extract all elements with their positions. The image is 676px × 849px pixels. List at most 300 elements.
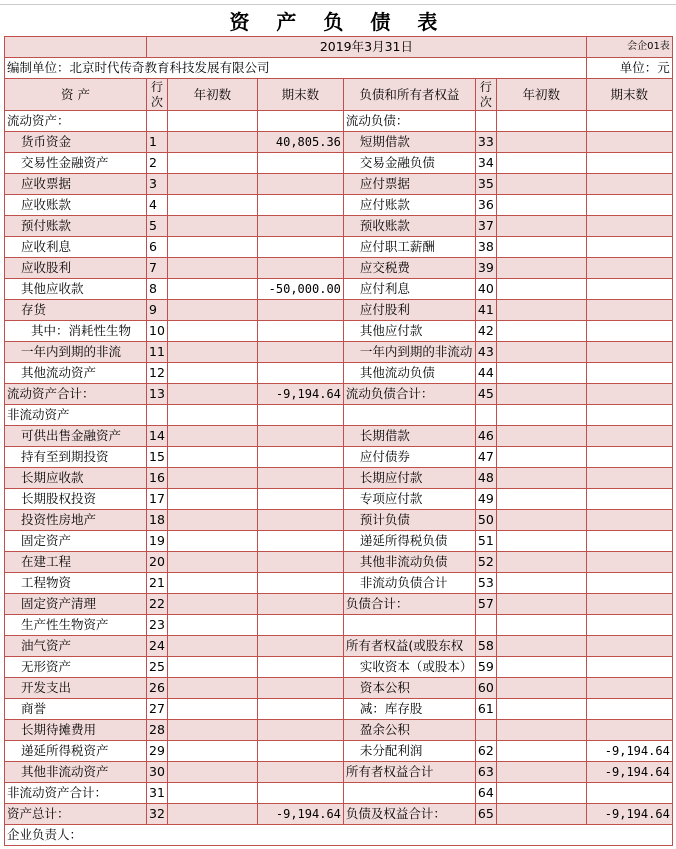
asset-end-cell[interactable] (257, 405, 343, 426)
asset-end-cell[interactable] (257, 762, 343, 783)
header-end[interactable]: 期末数 (257, 79, 343, 111)
liability-end-cell[interactable] (586, 384, 672, 405)
asset-end-cell[interactable] (257, 237, 343, 258)
liability-begin-cell[interactable] (496, 321, 586, 342)
table-row (5, 699, 673, 720)
liability-row-no-cell[interactable]: 65 (475, 804, 496, 825)
asset-begin-cell[interactable] (167, 111, 257, 132)
liability-row-no-cell[interactable]: 60 (475, 678, 496, 699)
asset-name-cell[interactable]: 其他应收款 (5, 279, 147, 300)
asset-end-cell[interactable]: -9,194.64 (257, 804, 343, 825)
asset-name-cell[interactable]: 其中：消耗性生物 (5, 321, 147, 342)
liability-name-cell[interactable]: 专项应付款 (343, 489, 475, 510)
liability-name-cell[interactable]: 未分配利润 (343, 741, 475, 762)
liability-begin-cell[interactable] (496, 279, 586, 300)
asset-end-cell[interactable] (257, 111, 343, 132)
asset-end-cell[interactable] (257, 741, 343, 762)
asset-name-cell[interactable]: 其他流动资产 (5, 363, 147, 384)
liability-end-cell[interactable] (586, 615, 672, 636)
asset-end-cell[interactable] (257, 153, 343, 174)
asset-name-cell[interactable]: 生产性生物资产 (5, 615, 147, 636)
asset-name-cell[interactable]: 长期待摊费用 (5, 720, 147, 741)
asset-begin-cell[interactable] (167, 153, 257, 174)
liability-begin-cell[interactable] (496, 573, 586, 594)
asset-end-cell[interactable] (257, 321, 343, 342)
header-row-no[interactable]: 行次 (147, 79, 168, 111)
liability-name-cell[interactable]: 减：库存股 (343, 699, 475, 720)
table-row (5, 489, 673, 510)
liability-end-cell[interactable] (586, 237, 672, 258)
header-asset[interactable]: 资 产 (5, 79, 147, 111)
liability-begin-cell[interactable] (496, 741, 586, 762)
asset-end-cell[interactable]: -9,194.64 (257, 384, 343, 405)
asset-name-cell[interactable]: 投资性房地产 (5, 510, 147, 531)
asset-begin-cell[interactable] (167, 405, 257, 426)
asset-end-cell[interactable] (257, 678, 343, 699)
liability-row-no-cell[interactable]: 63 (475, 762, 496, 783)
liability-begin-cell[interactable] (496, 174, 586, 195)
asset-begin-cell[interactable] (167, 342, 257, 363)
asset-row-no-cell[interactable]: 12 (147, 363, 168, 384)
asset-end-cell[interactable]: -50,000.00 (257, 279, 343, 300)
asset-begin-cell[interactable] (167, 237, 257, 258)
asset-begin-cell[interactable] (167, 720, 257, 741)
asset-row-no-cell[interactable]: 13 (147, 384, 168, 405)
liability-begin-cell[interactable] (496, 636, 586, 657)
asset-name-cell[interactable]: 递延所得税资产 (5, 741, 147, 762)
liability-begin-cell[interactable] (496, 426, 586, 447)
table-row (5, 153, 673, 174)
asset-row-no-cell[interactable]: 31 (147, 783, 168, 804)
liability-begin-cell[interactable] (496, 531, 586, 552)
asset-row-no-cell[interactable]: 18 (147, 510, 168, 531)
asset-row-no-cell[interactable]: 17 (147, 489, 168, 510)
asset-row-no-cell[interactable]: 26 (147, 678, 168, 699)
asset-end-cell[interactable] (257, 720, 343, 741)
liability-row-no-cell[interactable]: 48 (475, 468, 496, 489)
blank-cell[interactable] (5, 37, 147, 58)
asset-row-no-cell[interactable]: 30 (147, 762, 168, 783)
liability-begin-cell[interactable] (496, 342, 586, 363)
liability-end-cell[interactable] (586, 300, 672, 321)
liability-end-cell[interactable] (586, 111, 672, 132)
liability-name-cell[interactable]: 短期借款 (343, 132, 475, 153)
asset-begin-cell[interactable] (167, 804, 257, 825)
asset-end-cell[interactable]: 40,805.36 (257, 132, 343, 153)
liability-row-no-cell[interactable]: 36 (475, 195, 496, 216)
asset-begin-cell[interactable] (167, 426, 257, 447)
liability-row-no-cell[interactable]: 61 (475, 699, 496, 720)
liability-end-cell[interactable]: -9,194.64 (586, 741, 672, 762)
header-begin[interactable]: 年初数 (167, 79, 257, 111)
table-row (5, 468, 673, 489)
asset-row-no-cell[interactable]: 6 (147, 237, 168, 258)
liability-end-cell[interactable]: -9,194.64 (586, 804, 672, 825)
liability-end-cell[interactable] (586, 678, 672, 699)
liability-row-no-cell[interactable]: 41 (475, 300, 496, 321)
asset-name-cell[interactable]: 流动资产合计： (5, 384, 147, 405)
liability-begin-cell[interactable] (496, 363, 586, 384)
liability-row-no-cell[interactable]: 43 (475, 342, 496, 363)
table-row (5, 720, 673, 741)
asset-begin-cell[interactable] (167, 741, 257, 762)
asset-name-cell[interactable]: 油气资产 (5, 636, 147, 657)
liability-end-cell[interactable] (586, 447, 672, 468)
asset-end-cell[interactable] (257, 489, 343, 510)
liability-row-no-cell[interactable]: 58 (475, 636, 496, 657)
asset-row-no-cell[interactable]: 21 (147, 573, 168, 594)
asset-end-cell[interactable] (257, 258, 343, 279)
liability-row-no-cell[interactable]: 39 (475, 258, 496, 279)
liability-name-cell[interactable]: 预计负债 (343, 510, 475, 531)
liability-row-no-cell[interactable]: 44 (475, 363, 496, 384)
asset-begin-cell[interactable] (167, 216, 257, 237)
asset-begin-cell[interactable] (167, 363, 257, 384)
asset-end-cell[interactable] (257, 342, 343, 363)
asset-name-cell[interactable]: 在建工程 (5, 552, 147, 573)
asset-row-no-cell[interactable]: 8 (147, 279, 168, 300)
unit-label[interactable]: 单位：元 (586, 58, 672, 79)
asset-end-cell[interactable] (257, 573, 343, 594)
asset-row-no-cell[interactable]: 22 (147, 594, 168, 615)
asset-begin-cell[interactable] (167, 384, 257, 405)
liability-row-no-cell[interactable] (475, 111, 496, 132)
asset-name-cell[interactable]: 其他非流动资产 (5, 762, 147, 783)
asset-begin-cell[interactable] (167, 489, 257, 510)
liability-begin-cell[interactable] (496, 699, 586, 720)
liability-row-no-cell[interactable]: 45 (475, 384, 496, 405)
liability-name-cell[interactable]: 应付债券 (343, 447, 475, 468)
liability-row-no-cell[interactable]: 64 (475, 783, 496, 804)
asset-begin-cell[interactable] (167, 510, 257, 531)
header-end-2[interactable]: 期末数 (586, 79, 672, 111)
liability-end-cell[interactable] (586, 552, 672, 573)
liability-name-cell[interactable] (343, 405, 475, 426)
liability-end-cell[interactable] (586, 720, 672, 741)
asset-row-no-cell[interactable]: 27 (147, 699, 168, 720)
liability-end-cell[interactable] (586, 405, 672, 426)
asset-row-no-cell[interactable]: 11 (147, 342, 168, 363)
asset-name-cell[interactable]: 货币资金 (5, 132, 147, 153)
liability-row-no-cell[interactable]: 50 (475, 510, 496, 531)
asset-name-cell[interactable]: 预付账款 (5, 216, 147, 237)
liability-begin-cell[interactable] (496, 762, 586, 783)
liability-end-cell[interactable] (586, 510, 672, 531)
liability-row-no-cell[interactable]: 49 (475, 489, 496, 510)
liability-begin-cell[interactable] (496, 615, 586, 636)
asset-row-no-cell[interactable]: 3 (147, 174, 168, 195)
form-number[interactable]: 会企01表 (586, 37, 672, 58)
liability-end-cell[interactable] (586, 342, 672, 363)
liability-name-cell[interactable]: 资本公积 (343, 678, 475, 699)
asset-row-no-cell[interactable]: 2 (147, 153, 168, 174)
asset-name-cell[interactable]: 开发支出 (5, 678, 147, 699)
asset-name-cell[interactable]: 长期应收款 (5, 468, 147, 489)
column-header-strip (0, 0, 676, 5)
liability-begin-cell[interactable] (496, 195, 586, 216)
liability-end-cell[interactable] (586, 531, 672, 552)
liability-end-cell[interactable] (586, 489, 672, 510)
liability-begin-cell[interactable] (496, 384, 586, 405)
liability-row-no-cell[interactable]: 34 (475, 153, 496, 174)
liability-row-no-cell[interactable]: 38 (475, 237, 496, 258)
liability-end-cell[interactable] (586, 426, 672, 447)
liability-name-cell[interactable]: 其他流动负债 (343, 363, 475, 384)
liability-begin-cell[interactable] (496, 258, 586, 279)
header-row-no-2[interactable]: 行次 (475, 79, 496, 111)
liability-row-no-cell[interactable]: 59 (475, 657, 496, 678)
liability-begin-cell[interactable] (496, 300, 586, 321)
asset-begin-cell[interactable] (167, 468, 257, 489)
liability-name-cell[interactable]: 长期应付款 (343, 468, 475, 489)
asset-row-no-cell[interactable]: 25 (147, 657, 168, 678)
liability-end-cell[interactable] (586, 153, 672, 174)
asset-row-no-cell[interactable]: 1 (147, 132, 168, 153)
liability-end-cell[interactable] (586, 657, 672, 678)
asset-row-no-cell[interactable] (147, 111, 168, 132)
liability-row-no-cell[interactable]: 40 (475, 279, 496, 300)
table-row (5, 804, 673, 825)
liability-name-cell[interactable]: 其他应付款 (343, 321, 475, 342)
asset-row-no-cell[interactable]: 7 (147, 258, 168, 279)
liability-row-no-cell[interactable]: 53 (475, 573, 496, 594)
asset-name-cell[interactable]: 长期股权投资 (5, 489, 147, 510)
liability-name-cell[interactable]: 应交税费 (343, 258, 475, 279)
asset-begin-cell[interactable] (167, 699, 257, 720)
liability-name-cell[interactable]: 实收资本（或股本） (343, 657, 475, 678)
liability-end-cell[interactable] (586, 699, 672, 720)
asset-end-cell[interactable] (257, 657, 343, 678)
asset-row-no-cell[interactable]: 23 (147, 615, 168, 636)
liability-end-cell[interactable] (586, 783, 672, 804)
liability-end-cell[interactable] (586, 594, 672, 615)
asset-end-cell[interactable] (257, 552, 343, 573)
asset-end-cell[interactable] (257, 195, 343, 216)
liability-name-cell[interactable]: 所有者权益(或股东权 (343, 636, 475, 657)
liability-begin-cell[interactable] (496, 132, 586, 153)
table-row (5, 300, 673, 321)
liability-name-cell[interactable]: 交易金融负债 (343, 153, 475, 174)
asset-begin-cell[interactable] (167, 594, 257, 615)
asset-name-cell[interactable]: 商誉 (5, 699, 147, 720)
liability-name-cell[interactable]: 盈余公积 (343, 720, 475, 741)
asset-end-cell[interactable] (257, 699, 343, 720)
asset-begin-cell[interactable] (167, 279, 257, 300)
asset-end-cell[interactable] (257, 594, 343, 615)
asset-begin-cell[interactable] (167, 615, 257, 636)
asset-begin-cell[interactable] (167, 783, 257, 804)
liability-row-no-cell[interactable]: 33 (475, 132, 496, 153)
liability-begin-cell[interactable] (496, 216, 586, 237)
liability-row-no-cell[interactable] (475, 720, 496, 741)
asset-row-no-cell[interactable]: 15 (147, 447, 168, 468)
liability-name-cell[interactable]: 应付账款 (343, 195, 475, 216)
liability-end-cell[interactable] (586, 216, 672, 237)
report-date[interactable]: 2019年3月31日 (147, 37, 587, 58)
asset-name-cell[interactable]: 非流动资产合计： (5, 783, 147, 804)
liability-name-cell[interactable]: 其他非流动负债 (343, 552, 475, 573)
liability-end-cell[interactable] (586, 636, 672, 657)
liability-begin-cell[interactable] (496, 720, 586, 741)
liability-row-no-cell[interactable]: 47 (475, 447, 496, 468)
header-liability[interactable]: 负债和所有者权益 (343, 79, 475, 111)
liability-begin-cell[interactable] (496, 657, 586, 678)
liability-end-cell[interactable] (586, 195, 672, 216)
asset-row-no-cell[interactable]: 32 (147, 804, 168, 825)
asset-end-cell[interactable] (257, 447, 343, 468)
liability-begin-cell[interactable] (496, 678, 586, 699)
asset-row-no-cell[interactable]: 24 (147, 636, 168, 657)
liability-end-cell[interactable] (586, 258, 672, 279)
table-row (5, 636, 673, 657)
liability-begin-cell[interactable] (496, 237, 586, 258)
asset-row-no-cell[interactable]: 10 (147, 321, 168, 342)
asset-begin-cell[interactable] (167, 258, 257, 279)
asset-end-cell[interactable] (257, 426, 343, 447)
asset-end-cell[interactable] (257, 531, 343, 552)
asset-name-cell[interactable]: 流动资产： (5, 111, 147, 132)
asset-name-cell[interactable]: 非流动资产 (5, 405, 147, 426)
liability-end-cell[interactable] (586, 174, 672, 195)
liability-name-cell[interactable]: 长期借款 (343, 426, 475, 447)
asset-row-no-cell[interactable]: 4 (147, 195, 168, 216)
liability-begin-cell[interactable] (496, 783, 586, 804)
asset-row-no-cell[interactable]: 19 (147, 531, 168, 552)
liability-row-no-cell[interactable]: 42 (475, 321, 496, 342)
asset-end-cell[interactable] (257, 300, 343, 321)
liability-end-cell[interactable]: -9,194.64 (586, 762, 672, 783)
asset-name-cell[interactable]: 应收票据 (5, 174, 147, 195)
asset-end-cell[interactable] (257, 510, 343, 531)
asset-begin-cell[interactable] (167, 762, 257, 783)
asset-begin-cell[interactable] (167, 195, 257, 216)
asset-row-no-cell[interactable]: 16 (147, 468, 168, 489)
liability-name-cell[interactable]: 负债合计： (343, 594, 475, 615)
asset-begin-cell[interactable] (167, 678, 257, 699)
asset-end-cell[interactable] (257, 468, 343, 489)
table-row (5, 615, 673, 636)
liability-name-cell[interactable]: 递延所得税负债 (343, 531, 475, 552)
liability-name-cell[interactable]: 一年内到期的非流动 (343, 342, 475, 363)
liability-end-cell[interactable] (586, 573, 672, 594)
liability-name-cell[interactable]: 流动负债合计： (343, 384, 475, 405)
liability-row-no-cell[interactable] (475, 405, 496, 426)
asset-name-cell[interactable]: 固定资产 (5, 531, 147, 552)
liability-row-no-cell[interactable] (475, 615, 496, 636)
asset-name-cell[interactable]: 一年内到期的非流 (5, 342, 147, 363)
liability-begin-cell[interactable] (496, 804, 586, 825)
asset-begin-cell[interactable] (167, 132, 257, 153)
liability-name-cell[interactable]: 应付利息 (343, 279, 475, 300)
liability-begin-cell[interactable] (496, 405, 586, 426)
asset-name-cell[interactable]: 资产总计： (5, 804, 147, 825)
liability-name-cell[interactable] (343, 615, 475, 636)
liability-begin-cell[interactable] (496, 594, 586, 615)
asset-begin-cell[interactable] (167, 300, 257, 321)
asset-row-no-cell[interactable]: 9 (147, 300, 168, 321)
asset-end-cell[interactable] (257, 216, 343, 237)
asset-row-no-cell[interactable]: 28 (147, 720, 168, 741)
liability-name-cell[interactable]: 预收账款 (343, 216, 475, 237)
table-row (5, 657, 673, 678)
liability-name-cell[interactable]: 应付股利 (343, 300, 475, 321)
liability-begin-cell[interactable] (496, 468, 586, 489)
liability-row-no-cell[interactable]: 37 (475, 216, 496, 237)
liability-name-cell[interactable]: 所有者权益合计 (343, 762, 475, 783)
asset-name-cell[interactable]: 固定资产清理 (5, 594, 147, 615)
liability-name-cell[interactable]: 流动负债： (343, 111, 475, 132)
liability-begin-cell[interactable] (496, 489, 586, 510)
asset-begin-cell[interactable] (167, 174, 257, 195)
liability-begin-cell[interactable] (496, 447, 586, 468)
liability-end-cell[interactable] (586, 321, 672, 342)
asset-name-cell[interactable]: 应收利息 (5, 237, 147, 258)
asset-name-cell[interactable]: 存货 (5, 300, 147, 321)
asset-name-cell[interactable]: 应收股利 (5, 258, 147, 279)
asset-name-cell[interactable]: 无形资产 (5, 657, 147, 678)
liability-begin-cell[interactable] (496, 510, 586, 531)
company-name[interactable]: 编制单位：北京时代传奇教育科技发展有限公司 (5, 58, 587, 79)
asset-name-cell[interactable]: 应收账款 (5, 195, 147, 216)
asset-end-cell[interactable] (257, 783, 343, 804)
liability-row-no-cell[interactable]: 51 (475, 531, 496, 552)
table-row (5, 216, 673, 237)
asset-begin-cell[interactable] (167, 447, 257, 468)
asset-name-cell[interactable]: 交易性金融资产 (5, 153, 147, 174)
liability-begin-cell[interactable] (496, 153, 586, 174)
asset-end-cell[interactable] (257, 615, 343, 636)
liability-name-cell[interactable]: 应付票据 (343, 174, 475, 195)
liability-row-no-cell[interactable]: 46 (475, 426, 496, 447)
liability-end-cell[interactable] (586, 132, 672, 153)
asset-begin-cell[interactable] (167, 657, 257, 678)
liability-name-cell[interactable] (343, 783, 475, 804)
header-begin-2[interactable]: 年初数 (496, 79, 586, 111)
liability-row-no-cell[interactable]: 57 (475, 594, 496, 615)
asset-row-no-cell[interactable]: 14 (147, 426, 168, 447)
asset-begin-cell[interactable] (167, 636, 257, 657)
liability-row-no-cell[interactable]: 35 (475, 174, 496, 195)
asset-name-cell[interactable]: 工程物资 (5, 573, 147, 594)
liability-name-cell[interactable]: 非流动负债合计 (343, 573, 475, 594)
asset-begin-cell[interactable] (167, 531, 257, 552)
liability-begin-cell[interactable] (496, 552, 586, 573)
asset-begin-cell[interactable] (167, 552, 257, 573)
liability-end-cell[interactable] (586, 468, 672, 489)
footer-signature[interactable]: 企业负责人： (5, 825, 673, 846)
asset-name-cell[interactable]: 可供出售金融资产 (5, 426, 147, 447)
asset-begin-cell[interactable] (167, 321, 257, 342)
liability-end-cell[interactable] (586, 363, 672, 384)
asset-end-cell[interactable] (257, 174, 343, 195)
asset-name-cell[interactable]: 持有至到期投资 (5, 447, 147, 468)
asset-row-no-cell[interactable]: 29 (147, 741, 168, 762)
asset-end-cell[interactable] (257, 363, 343, 384)
asset-end-cell[interactable] (257, 636, 343, 657)
asset-begin-cell[interactable] (167, 573, 257, 594)
asset-row-no-cell[interactable]: 20 (147, 552, 168, 573)
liability-end-cell[interactable] (586, 279, 672, 300)
liability-row-no-cell[interactable]: 52 (475, 552, 496, 573)
liability-begin-cell[interactable] (496, 111, 586, 132)
liability-row-no-cell[interactable]: 62 (475, 741, 496, 762)
table-row (5, 132, 673, 153)
liability-name-cell[interactable]: 负债及权益合计： (343, 804, 475, 825)
table-row (5, 384, 673, 405)
asset-row-no-cell[interactable] (147, 405, 168, 426)
liability-name-cell[interactable]: 应付职工薪酬 (343, 237, 475, 258)
asset-row-no-cell[interactable]: 5 (147, 216, 168, 237)
